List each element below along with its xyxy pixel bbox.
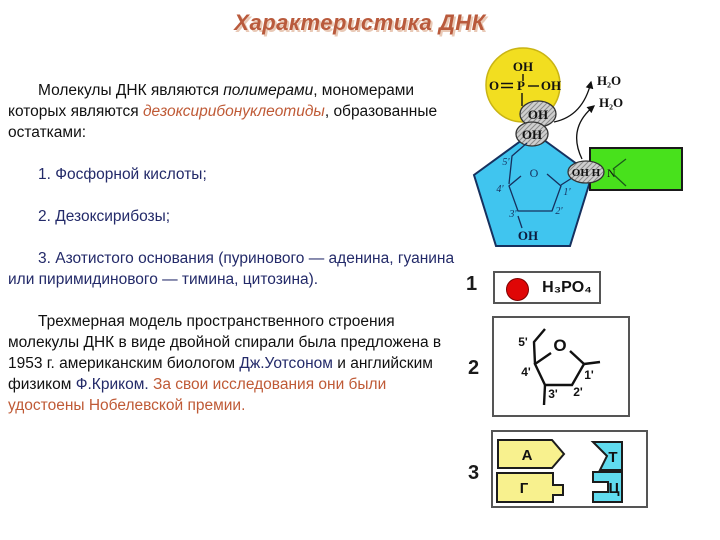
history-text-1: Трехмерная модель пространственного строения молекулы ДНК в виде двойной спирали была предложена в 1953 г. американским биологом — [8, 313, 442, 372]
base-pairing-diagram — [493, 432, 646, 506]
name-watson: Дж.Уотсоном — [239, 355, 333, 372]
item1-formula: H₃PO₄ — [542, 278, 592, 296]
base-a-letter: А — [521, 447, 533, 464]
leaving-oh-h-label: OH H — [571, 167, 601, 179]
deoxyribose-skeleton — [494, 318, 628, 415]
base-g-letter: Г — [519, 480, 529, 497]
leaving-oh-sugar-label: OH — [521, 127, 543, 142]
water1-label: H₂O — [597, 73, 622, 88]
c1: 1' — [584, 368, 594, 382]
c3-bond — [544, 385, 545, 405]
item1-number: 1 — [466, 273, 478, 295]
leaving-oh-phosphate-label: OH — [527, 107, 549, 122]
intro-text-1: Молекулы ДНК являются — [38, 82, 224, 99]
term-polymers: полимерами — [223, 82, 314, 99]
paragraph-history — [8, 311, 462, 416]
name-crick: Ф.Криком. — [75, 376, 149, 393]
ring-o: O — [553, 336, 567, 355]
ring-path — [535, 351, 584, 385]
term-deoxyribonucleotides: дезоксирибонуклеотиды — [142, 103, 325, 120]
history-text-2: и английским физиком — [8, 355, 433, 393]
c1-label: 1' — [563, 187, 571, 198]
nucleotide-diagram — [455, 40, 720, 265]
slide-title: Характеристика ДНК — [234, 10, 486, 35]
item1-box — [493, 271, 601, 304]
c2-label: 2' — [555, 206, 563, 217]
water2-label: H₂O — [599, 95, 624, 110]
item2-box — [492, 316, 630, 417]
c5-label: 5' — [502, 157, 510, 168]
c1-bond — [584, 362, 600, 364]
list-item-1: 1. Фосфорной кислоты; — [38, 166, 207, 183]
list-item-3: 3. Азотистого основания (пуринового — аденина, гуанина или пиримидинового — тимина, цитозина). — [8, 250, 455, 288]
phosphate-p: P — [517, 78, 525, 93]
intro-text-3: , образованные остатками: — [8, 103, 438, 141]
nobel-highlight: За свои исследования они были удостоены Нобелевской премии. — [8, 376, 387, 414]
phosphate-o-left: O — [488, 78, 500, 93]
phosphate-oh-right: OH — [540, 78, 562, 93]
item3-number: 3 — [468, 462, 480, 484]
base-g-shape — [497, 473, 563, 502]
phosphate-oh-top: OH — [512, 59, 534, 74]
base-c-letter: Ц — [608, 480, 620, 497]
item3-box — [491, 430, 648, 508]
c4-label: 4' — [496, 184, 504, 195]
paragraph-intro — [8, 80, 462, 143]
c2: 2' — [573, 385, 583, 399]
ring-o-label: O — [529, 166, 539, 180]
c5: 5' — [518, 335, 528, 349]
intro-text-2: , мономерами которых являются — [8, 82, 415, 120]
item2-number: 2 — [468, 357, 480, 379]
sugar-oh-bottom-label: OH — [517, 228, 539, 243]
c3-label: 3' — [509, 209, 517, 220]
list-item-2: 2. Дезоксирибозы; — [38, 208, 171, 225]
phosphate-dot-icon — [506, 278, 529, 301]
c3: 3' — [548, 387, 558, 401]
base-t-letter: Т — [608, 449, 618, 466]
base-n-label: N — [607, 166, 616, 180]
c4: 4' — [521, 365, 531, 379]
body-text — [8, 80, 462, 437]
